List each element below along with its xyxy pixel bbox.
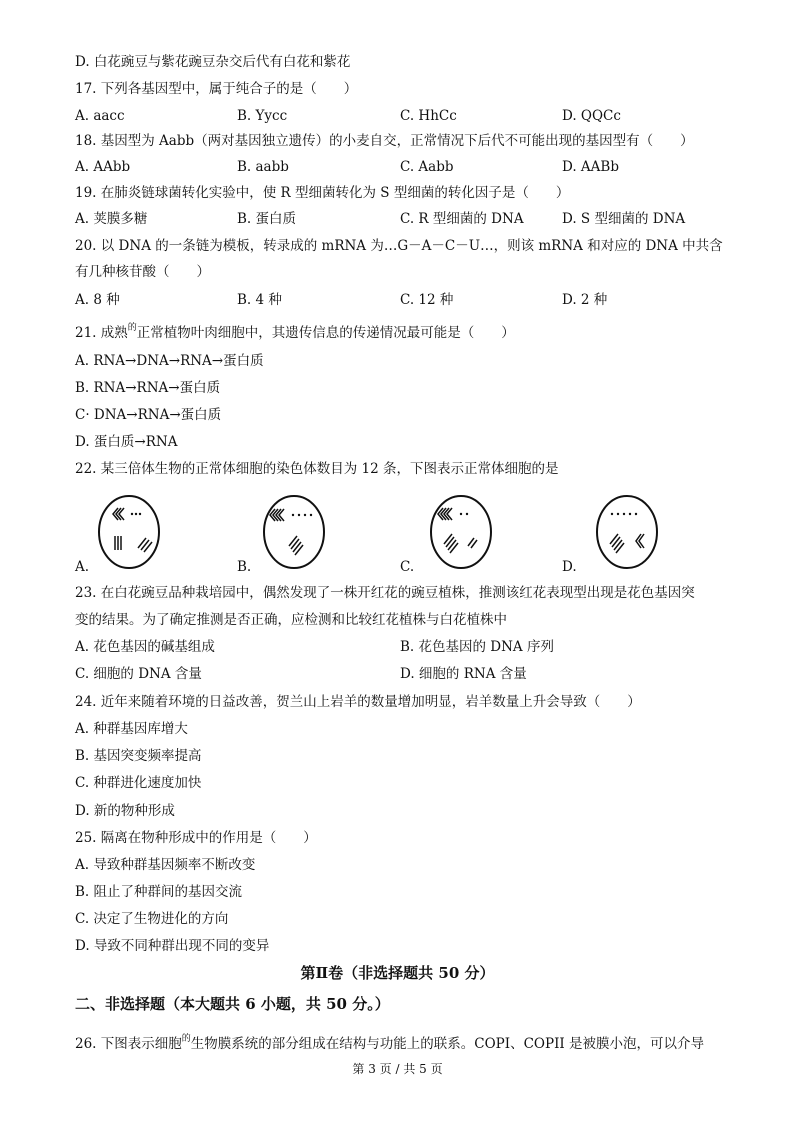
q21-option-d: D. 蛋白质→RNA — [75, 434, 178, 450]
q20-option-b: B. 4 种 — [237, 292, 282, 308]
q26-stem-sup: 的 — [181, 1034, 191, 1044]
q19-option-c: C. R 型细菌的 DNA — [400, 211, 524, 227]
q23-option-c: C. 细胞的 DNA 含量 — [75, 666, 202, 682]
q23-stem-line1: 23. 在白花豌豆品种栽培园中，偶然发现了一株开红花的豌豆植株，推测该红花表现型出现是花色基因突 — [75, 585, 695, 601]
q25-option-b: B. 阻止了种群间的基因交流 — [75, 884, 243, 900]
q21-stem — [75, 324, 515, 344]
section2-title: 二、非选择题（本大题共 6 小题，共 50 分。） — [75, 995, 390, 1013]
cell-diagram-d — [594, 492, 662, 572]
q22-stem: 22. 某三倍体生物的正常体细胞的染色体数目为 12 条，下图表示正常体细胞的是 — [75, 461, 559, 477]
q21-option-c: C· DNA→RNA→蛋白质 — [75, 407, 222, 423]
q25-stem: 25. 隔离在物种形成中的作用是（ ） — [75, 830, 317, 846]
q20-option-d: D. 2 种 — [562, 292, 608, 308]
q23-stem-line2: 变的结果。为了确定推测是否正确，应检测和比较红花植株与白花植株中 — [75, 612, 507, 628]
q22-option-c: C. — [400, 559, 415, 575]
q18-option-c: C. Aabb — [400, 159, 454, 175]
q16-option-d: D. 白花豌豆与紫花豌豆杂交后代有白花和紫花 — [75, 54, 351, 70]
q24-option-d: D. 新的物种形成 — [75, 803, 175, 819]
q17-option-d: D. QQCc — [562, 108, 621, 124]
q25-option-a: A. 导致种群基因频率不断改变 — [75, 857, 256, 873]
q18-option-b: B. aabb — [237, 159, 289, 175]
q21-stem-pre: 21. 成熟 — [75, 325, 128, 341]
part2-title: 第Ⅱ卷（非选择题共 50 分） — [300, 964, 495, 982]
q18-option-a: A. AAbb — [75, 159, 131, 175]
q21-stem-post: 正常植物叶肉细胞中，其遗传信息的传递情况最可能是（ ） — [136, 325, 515, 341]
q24-option-b: B. 基因突变频率提高 — [75, 748, 202, 764]
q20-stem-line2: 有几种核苷酸（ ） — [75, 264, 210, 280]
q26-stem — [75, 1035, 704, 1055]
q23-option-d: D. 细胞的 RNA 含量 — [400, 666, 527, 682]
q22-option-a: A. — [75, 559, 90, 575]
q20-option-a: A. 8 种 — [75, 292, 120, 308]
page-footer: 第 3 页 / 共 5 页 — [352, 1062, 443, 1076]
cell-diagram-b — [261, 492, 329, 572]
q26-stem-post: 生物膜系统的部分组成在结构与功能上的联系。COPI、COPII 是被膜小泡，可以介导 — [190, 1036, 705, 1052]
cell-diagram-c — [428, 492, 496, 572]
q21-option-b: B. RNA→RNA→蛋白质 — [75, 380, 221, 396]
q24-option-c: C. 种群进化速度加快 — [75, 775, 202, 791]
q18-option-d: D. AABb — [562, 159, 619, 175]
q19-option-a: A. 荚膜多糖 — [75, 211, 148, 227]
q22-option-b: B. — [237, 559, 252, 575]
q17-option-b: B. Yycc — [237, 108, 288, 124]
q19-option-b: B. 蛋白质 — [237, 211, 297, 227]
q23-option-a: A. 花色基因的碱基组成 — [75, 639, 215, 655]
q19-option-d: D. S 型细菌的 DNA — [562, 211, 686, 227]
q24-stem: 24. 近年来随着环境的日益改善，贺兰山上岩羊的数量增加明显，岩羊数量上升会导致（ ） — [75, 694, 641, 710]
q17-stem: 17. 下列各基因型中，属于纯合子的是（ ） — [75, 81, 358, 97]
q26-stem-pre: 26. 下图表示细胞 — [75, 1036, 182, 1052]
q20-stem-line1: 20. 以 DNA 的一条链为模板，转录成的 mRNA 为…G－A－C－U…，则该 mRNA 和对应的 DNA 中共含 — [75, 238, 723, 254]
q21-stem-sup: 的 — [127, 323, 137, 333]
q18-stem: 18. 基因型为 Aabb（两对基因独立遗传）的小麦自交，正常情况下后代不可能出现的基因型有（ ） — [75, 133, 694, 149]
q20-option-c: C. 12 种 — [400, 292, 454, 308]
q25-option-c: C. 决定了生物进化的方向 — [75, 911, 229, 927]
q17-option-a: A. aacc — [75, 108, 125, 124]
q22-option-d: D. — [562, 559, 577, 575]
q21-option-a: A. RNA→DNA→RNA→蛋白质 — [75, 353, 264, 369]
q23-option-b: B. 花色基因的 DNA 序列 — [400, 639, 554, 655]
q17-option-c: C. HhCc — [400, 108, 457, 124]
q25-option-d: D. 导致不同种群出现不同的变异 — [75, 938, 270, 954]
cell-diagram-a — [96, 492, 164, 572]
q19-stem: 19. 在肺炎链球菌转化实验中，使 R 型细菌转化为 S 型细菌的转化因子是（ ） — [75, 185, 570, 201]
q24-option-a: A. 种群基因库增大 — [75, 721, 188, 737]
